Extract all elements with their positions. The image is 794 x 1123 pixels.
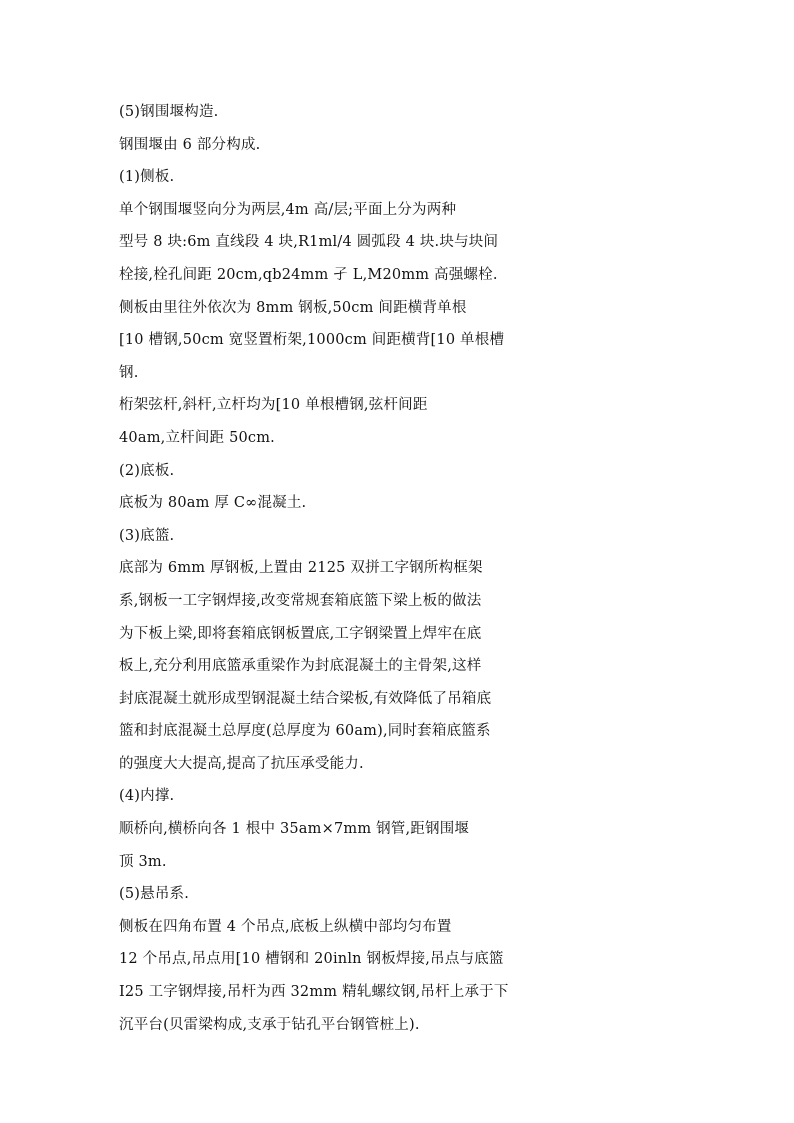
text-line: 封底混凝土就形成型钢混凝土结合梁板,有效降低了吊箱底	[119, 690, 492, 707]
text-line: 钢.	[119, 364, 139, 381]
text-line: 为下板上梁,即将套箱底钢板置底,工字钢梁置上焊牢在底	[119, 625, 482, 642]
text-line: I25 工字钢焊接,吊杆为西 32mm 精轧螺纹钢,吊杆上承于下	[119, 984, 509, 1001]
text-line: 12 个吊点,吊点用[10 槽钢和 20inln 钢板焊接,吊点与底篮	[119, 951, 504, 968]
text-line: 系,钢板一工字钢焊接,改变常规套箱底篮下梁上板的做法	[119, 592, 482, 609]
text-line: 钢围堰由 6 部分构成.	[119, 136, 261, 153]
subsection-heading: (5)悬吊系.	[119, 886, 190, 903]
subsection-heading: (4)内撑.	[119, 788, 175, 805]
subsection-heading: (1)侧板.	[119, 169, 175, 186]
text-line: 顶 3m.	[119, 853, 167, 870]
text-line: 板上,充分利用底篮承重梁作为封底混凝土的主骨架,这样	[119, 658, 482, 675]
text-line: 侧板由里往外依次为 8mm 钢板,50cm 间距横背单根	[119, 299, 467, 316]
section-heading: (5)钢围堰构造.	[119, 104, 219, 120]
text-line: 40am,立杆间距 50cm.	[119, 429, 275, 446]
text-line: 桁架弦杆,斜杆,立杆均为[10 单根槽钢,弦杆间距	[119, 397, 428, 414]
text-line: 侧板在四角布置 4 个吊点,底板上纵横中部均匀布置	[119, 918, 452, 935]
text-line: 沉平台(贝雷梁构成,支承于钻孔平台钢管桩上).	[119, 1016, 420, 1033]
text-line: 底部为 6mm 厚钢板,上置由 2125 双拼工字钢所构框架	[119, 560, 483, 577]
text-line: 的强度大大提高,提高了抗压承受能力.	[119, 755, 364, 772]
text-line: 顺桥向,横桥向各 1 根中 35am×7mm 钢管,距钢围堰	[119, 821, 470, 838]
text-line: [10 槽钢,50cm 宽竖置桁架,1000cm 间距横背[10 单根槽	[119, 332, 505, 349]
text-line: 型号 8 块:6m 直线段 4 块,R1ml/4 圆弧段 4 块.块与块间	[119, 234, 499, 251]
document-body	[119, 99, 539, 1044]
text-line: 栓接,栓孔间距 20cm,qb24mm 孑 L,M20mm 高强螺栓.	[119, 266, 498, 283]
text-line: 单个钢围堰竖向分为两层,4m 高/层;平面上分为两种	[119, 201, 457, 218]
subsection-heading: (2)底板.	[119, 462, 175, 479]
text-line: 底板为 80am 厚 C∞混凝土.	[119, 495, 307, 512]
text-line: 篮和封底混凝土总厚度(总厚度为 60am),同时套箱底篮系	[119, 723, 491, 740]
subsection-heading: (3)底篮.	[119, 527, 175, 544]
